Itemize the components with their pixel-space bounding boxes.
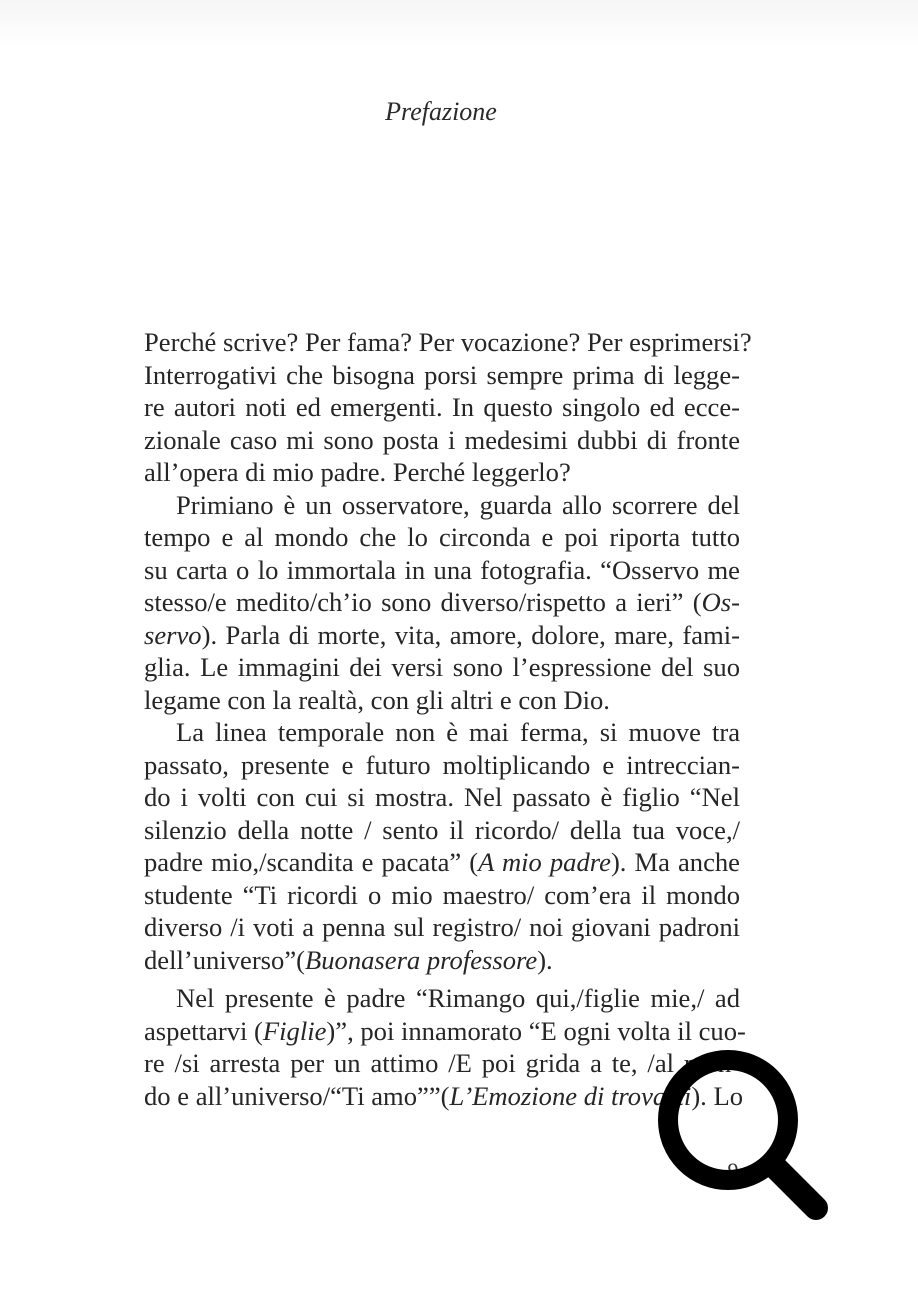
title-italic: Figlie [262, 1015, 327, 1046]
text-line: do i volti con cui si mostra. Nel passato è figlio “Nel [144, 782, 740, 812]
text-line: Interrogativi che bisogna porsi sempre prima di legge- [144, 359, 740, 390]
top-strip [0, 0, 918, 48]
text-line: su carta o lo immortala in una fotografia. “Osservo me [144, 554, 740, 585]
text-line: diverso /i voti a penna sul registro/ noi giovani padroni [144, 912, 740, 942]
text-run: ). Ma anche [610, 847, 740, 877]
text-run: )”, poi innamorato “E ogni volta il cuo- [326, 1015, 746, 1046]
paragraph-1 [144, 326, 752, 489]
paragraph-4 [144, 982, 746, 1112]
text-run: stesso/e medito/ch’io sono diverso/rispetto a ieri” ( [144, 587, 702, 617]
text-run: aspettarvi ( [144, 1015, 263, 1046]
title-italic: Os- [701, 587, 740, 617]
paragraph-2 [144, 489, 740, 717]
text-line: legame con la realtà, con gli altri e con Dio. [144, 684, 610, 715]
text-line: re /si arresta per un attimo /E poi grida a te, /al mon- [144, 1048, 740, 1078]
text-line: Nel presente è padre “Rimango qui,/figlie mie,/ ad [176, 983, 740, 1013]
text-line: Perché scrive? Per fama? Per vocazione? Per esprimersi? [144, 327, 752, 357]
text-line: La linea temporale non è mai ferma, si muove tra [176, 717, 740, 747]
text-line: re autori noti ed emergenti. In questo singolo ed ecce- [144, 392, 740, 422]
text-line [144, 1015, 746, 1048]
body-text [144, 326, 752, 1112]
text-line: all’opera di mio padre. Perché leggerlo? [144, 457, 571, 487]
text-line [144, 586, 740, 619]
title-italic: A mio padre [478, 847, 611, 877]
title-italic: L’Emozione di trovarti [449, 1080, 692, 1111]
page-number: 9 [727, 1158, 739, 1183]
text-line: studente “Ti ricordi o mio maestro/ com’era il mondo [144, 879, 740, 910]
text-run: padre mio,/scandita e pacata” ( [144, 847, 479, 877]
text-line [144, 619, 740, 652]
title-italic: servo [144, 619, 202, 650]
text-run: ). [537, 944, 553, 975]
text-line: silenzio della notte / sento il ricordo/ della tua voce,/ [144, 814, 740, 845]
text-line [144, 944, 740, 977]
text-line [144, 846, 740, 879]
text-run: dell’universo”( [144, 944, 305, 975]
paragraph-3 [144, 716, 740, 976]
magnifier-icon[interactable] [656, 1048, 836, 1228]
text-line: zionale caso mi sono posta i medesimi dubbi di fronte [144, 424, 740, 455]
running-title: Prefazione [385, 97, 497, 126]
text-run: ). Parla di morte, vita, amore, dolore, mare, fami- [201, 619, 740, 650]
title-italic: Buonasera professore [304, 944, 538, 975]
text-line: passato, presente e futuro moltiplicando e intreccian- [144, 749, 740, 780]
text-line: Primiano è un osservatore, guarda allo scorrere del [176, 489, 740, 520]
text-line: tempo e al mondo che lo circonda e poi riporta tutto [144, 522, 740, 552]
text-run: ). Lo [691, 1080, 744, 1111]
text-run: do e all’universo/“Ti amo””( [144, 1080, 450, 1111]
text-line: glia. Le immagini dei versi sono l’espressione del suo [144, 652, 740, 682]
text-line [144, 1080, 744, 1113]
